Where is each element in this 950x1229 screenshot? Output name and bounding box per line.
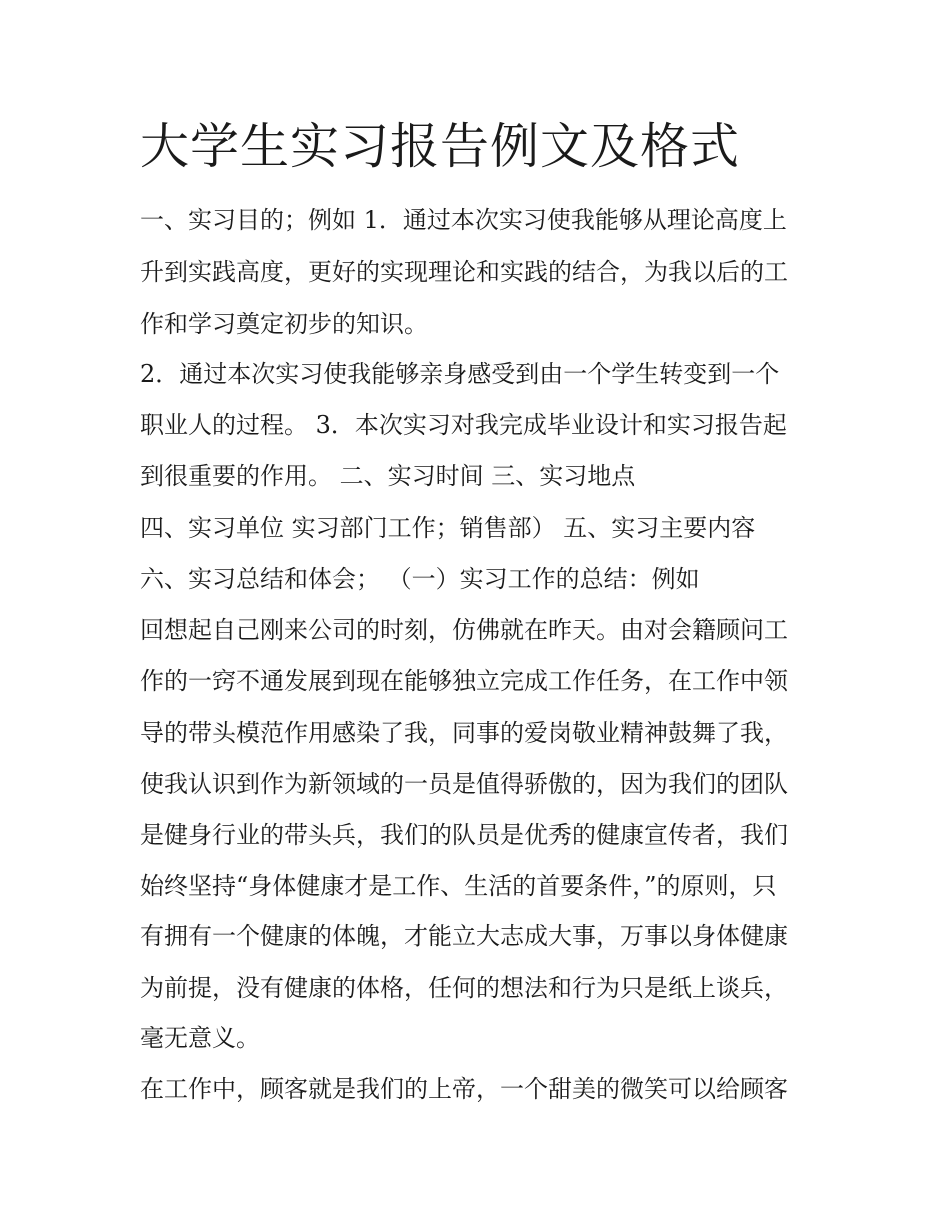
text-line: 毫无意义。 [140, 1024, 260, 1052]
text-line: 四、实习单位 实习部门工作；销售部） 五、实习主要内容 [140, 514, 756, 542]
text-line: 回想起自己刚来公司的时刻，仿佛就在昨天。由对会籍顾问工 [140, 616, 788, 644]
text-line: 作和学习奠定初步的知识。 [140, 310, 428, 338]
text-line: 在工作中，顾客就是我们的上帝，一个甜美的微笑可以给顾客 [140, 1075, 788, 1103]
text-line: 一、实习目的；例如 1．通过本次实习使我能够从理论高度上 [140, 206, 787, 234]
text-line: 作的一窍不通发展到现在能够独立完成工作任务，在工作中领 [140, 667, 788, 695]
text-line: 升到实践高度，更好的实现理论和实践的结合，为我以后的工 [140, 258, 788, 286]
text-line: 有拥有一个健康的体魄，才能立大志成大事，万事以身体健康 [140, 922, 788, 950]
text-line: 是健身行业的带头兵，我们的队员是优秀的健康宣传者，我们 [140, 821, 788, 849]
text-line: 2．通过本次实习使我能够亲身感受到由一个学生转变到一个 [140, 360, 780, 388]
text-line: 职业人的过程。 3．本次实习对我完成毕业设计和实习报告起 [140, 411, 787, 439]
text-line: 导的带头模范作用感染了我，同事的爱岗敬业精神鼓舞了我， [140, 719, 788, 747]
text-line: 使我认识到作为新领域的一员是值得骄傲的，因为我们的团队 [140, 770, 788, 798]
text-line: 到很重要的作用。 二、实习时间 三、实习地点 [140, 462, 636, 490]
text-line: 六、实习总结和体会； （一）实习工作的总结：例如 [140, 565, 700, 593]
text-line: 为前提，没有健康的体格，任何的想法和行为只是纸上谈兵， [140, 974, 788, 1002]
document-title: 大学生实习报告例文及格式 [140, 118, 741, 175]
text-line: 始终坚持“身体健康才是工作、生活的首要条件，”的原则，只 [140, 872, 777, 900]
